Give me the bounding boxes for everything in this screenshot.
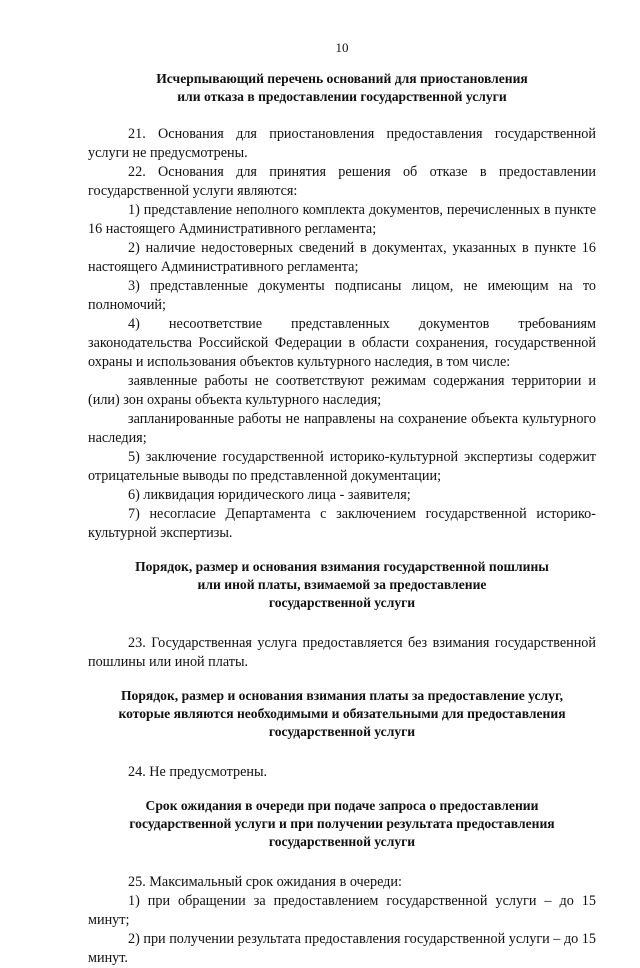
- section-heading-mandatory-services-fee: [88, 687, 596, 741]
- section-heading-suspension-refusal: [88, 70, 596, 106]
- paragraph: 21. Основания для приостановления предоставления государственной услуги не предусмотрены.: [88, 126, 596, 161]
- paragraph: 1) представление неполного комплекта документов, перечисленных в пункте 16 настоящего Административного регламента;: [88, 202, 596, 237]
- section-body-state-fee: [88, 634, 596, 672]
- paragraph: запланированные работы не направлены на сохранение объекта культурного наследия;: [88, 411, 596, 446]
- paragraph: 3) представленные документы подписаны лицом, не имеющим на то полномочий;: [88, 278, 596, 313]
- paragraph: 5) заключение государственной историко-культурной экспертизы содержит отрицательные выводы по представленной документации;: [88, 449, 596, 484]
- section-body-mandatory-services-fee: [88, 763, 596, 782]
- section-heading-state-fee: [88, 558, 596, 612]
- heading-line: или иной платы, взимаемой за предоставление: [197, 577, 487, 592]
- paragraph: 2) наличие недостоверных сведений в документах, указанных в пункте 16 настоящего Административного регламента;: [88, 240, 596, 275]
- heading-line: государственной услуги: [268, 724, 416, 739]
- paragraph: 7) несогласие Департамента с заключением государственной историко-культурной экспертизы.: [88, 506, 596, 541]
- heading-line: государственной услуги и при получении результата предоставления: [129, 816, 555, 831]
- paragraph: 25. Максимальный срок ожидания в очереди:: [128, 874, 402, 890]
- heading-line: Исчерпывающий перечень оснований для приостановления: [156, 71, 528, 86]
- paragraph: 6) ликвидация юридического лица - заявителя;: [128, 487, 411, 503]
- paragraph: 4) несоответствие представленных документов требованиям законодательства Российской Федерации в области сохранения, государственной охраны и использования объектов культурного наследия, в том числе:: [88, 316, 596, 370]
- paragraph: заявленные работы не соответствуют режимам содержания территории и (или) зон охраны объекта культурного наследия;: [88, 373, 596, 408]
- heading-line: Порядок, размер и основания взимания платы за предоставление услуг,: [120, 688, 564, 703]
- heading-line: государственной услуги: [268, 595, 416, 610]
- section-heading-queue-waiting-time: [88, 797, 596, 851]
- heading-line: государственной услуги: [268, 834, 416, 849]
- paragraph: 2) при получении результата предоставления государственной услуги – до 15 минут.: [88, 931, 596, 966]
- heading-line: Порядок, размер и основания взимания государственной пошлины: [135, 559, 549, 574]
- page-number: 10: [335, 40, 349, 55]
- heading-line: или отказа в предоставлении государственной услуги: [177, 89, 507, 104]
- paragraph: 1) при обращении за предоставлением государственной услуги – до 15 минут;: [88, 893, 596, 928]
- section-body-suspension-refusal: [88, 125, 596, 543]
- paragraph: 23. Государственная услуга предоставляется без взимания государственной пошлины или иной платы.: [88, 635, 596, 670]
- heading-line: Срок ожидания в очереди при подаче запроса о предоставлении: [145, 798, 539, 813]
- paragraph: 24. Не предусмотрены.: [128, 764, 268, 780]
- section-body-queue-waiting-time: [88, 873, 596, 968]
- paragraph: 22. Основания для принятия решения об отказе в предоставлении государственной услуги являются:: [88, 164, 596, 199]
- heading-line: которые являются необходимыми и обязательными для предоставления: [118, 706, 566, 721]
